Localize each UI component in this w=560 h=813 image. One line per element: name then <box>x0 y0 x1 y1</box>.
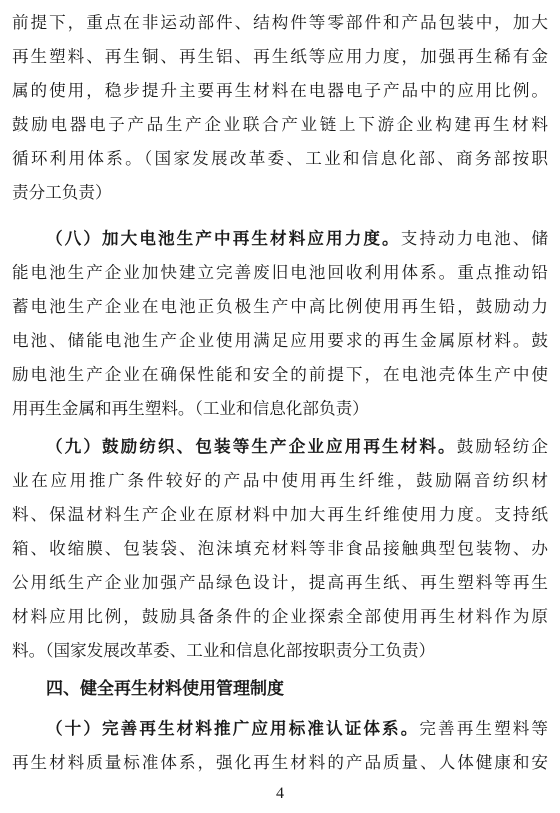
paragraph-line: 鼓励电器电子产品生产企业联合产业链上下游企业构建再生材料 <box>12 115 548 134</box>
paragraph-line: 属的使用，稳步提升主要再生材料在电器电子产品中的应用比例。 <box>12 81 548 100</box>
section-9-title: （九）鼓励纺织、包装等生产企业应用再生材料。 <box>46 437 457 456</box>
paragraph-line: 蓄电池生产企业在电池正负极生产中高比例使用再生铅，鼓励动力 <box>12 297 548 316</box>
section-10-text: 完善再生塑料等 <box>419 719 549 738</box>
paragraph-line: 责分工负责） <box>12 183 112 202</box>
paragraph-line: 箱、收缩膜、包装袋、泡沫填充材料等非食品接触典型包装物、办 <box>12 539 548 558</box>
paragraph-line: 再生材料质量标准体系，强化再生材料的产品质量、人体健康和安 <box>12 753 548 772</box>
paragraph-line: 料、保温材料生产企业在原材料中加大再生纤维使用力度。支持纸 <box>12 505 548 524</box>
page-number: 4 <box>276 785 284 802</box>
section-8-first-line <box>12 226 548 252</box>
paragraph-line: 循环利用体系。（国家发展改革委、工业和信息化部、商务部按职 <box>12 149 548 168</box>
paragraph-line: 用再生金属和再生塑料。（工业和信息化部负责） <box>12 399 369 418</box>
paragraph-line: 业在应用推广条件较好的产品中使用再生纤维，鼓励隔音纺织材 <box>12 471 548 490</box>
paragraph-line: 能电池生产企业加快建立完善废旧电池回收利用体系。重点推动铅 <box>12 263 548 282</box>
paragraph-line: 再生塑料、再生铜、再生铝、再生纸等应用力度，加强再生稀有金 <box>12 47 548 66</box>
paragraph-line: 励电池生产企业在确保性能和安全的前提下，在电池壳体生产中使 <box>12 365 548 384</box>
section-10-title: （十）完善再生材料推广应用标准认证体系。 <box>46 719 420 738</box>
paragraph-line: 公用纸生产企业加强产品绿色设计，提高再生纸、再生塑料等再生 <box>12 573 548 592</box>
paragraph-line: 电池、储能电池生产企业使用满足应用要求的再生金属原材料。鼓 <box>12 331 548 350</box>
section-9-first-line <box>12 434 548 460</box>
paragraph-line: 材料应用比例，鼓励具备条件的企业探索全部使用再生材料作为原 <box>12 607 548 626</box>
section-10-first-line <box>12 716 548 742</box>
paragraph-line: 前提下，重点在非运动部件、结构件等零部件和产品包装中，加大 <box>12 13 548 32</box>
paragraph-line: 料。（国家发展改革委、工业和信息化部按职责分工负责） <box>12 641 436 660</box>
chapter-heading: 四、健全再生材料使用管理制度 <box>46 679 284 699</box>
section-8-text: 支持动力电池、储 <box>400 229 548 248</box>
section-9-text: 鼓励轻纺企 <box>456 437 549 456</box>
section-8-title: （八）加大电池生产中再生材料应用力度。 <box>46 229 401 248</box>
